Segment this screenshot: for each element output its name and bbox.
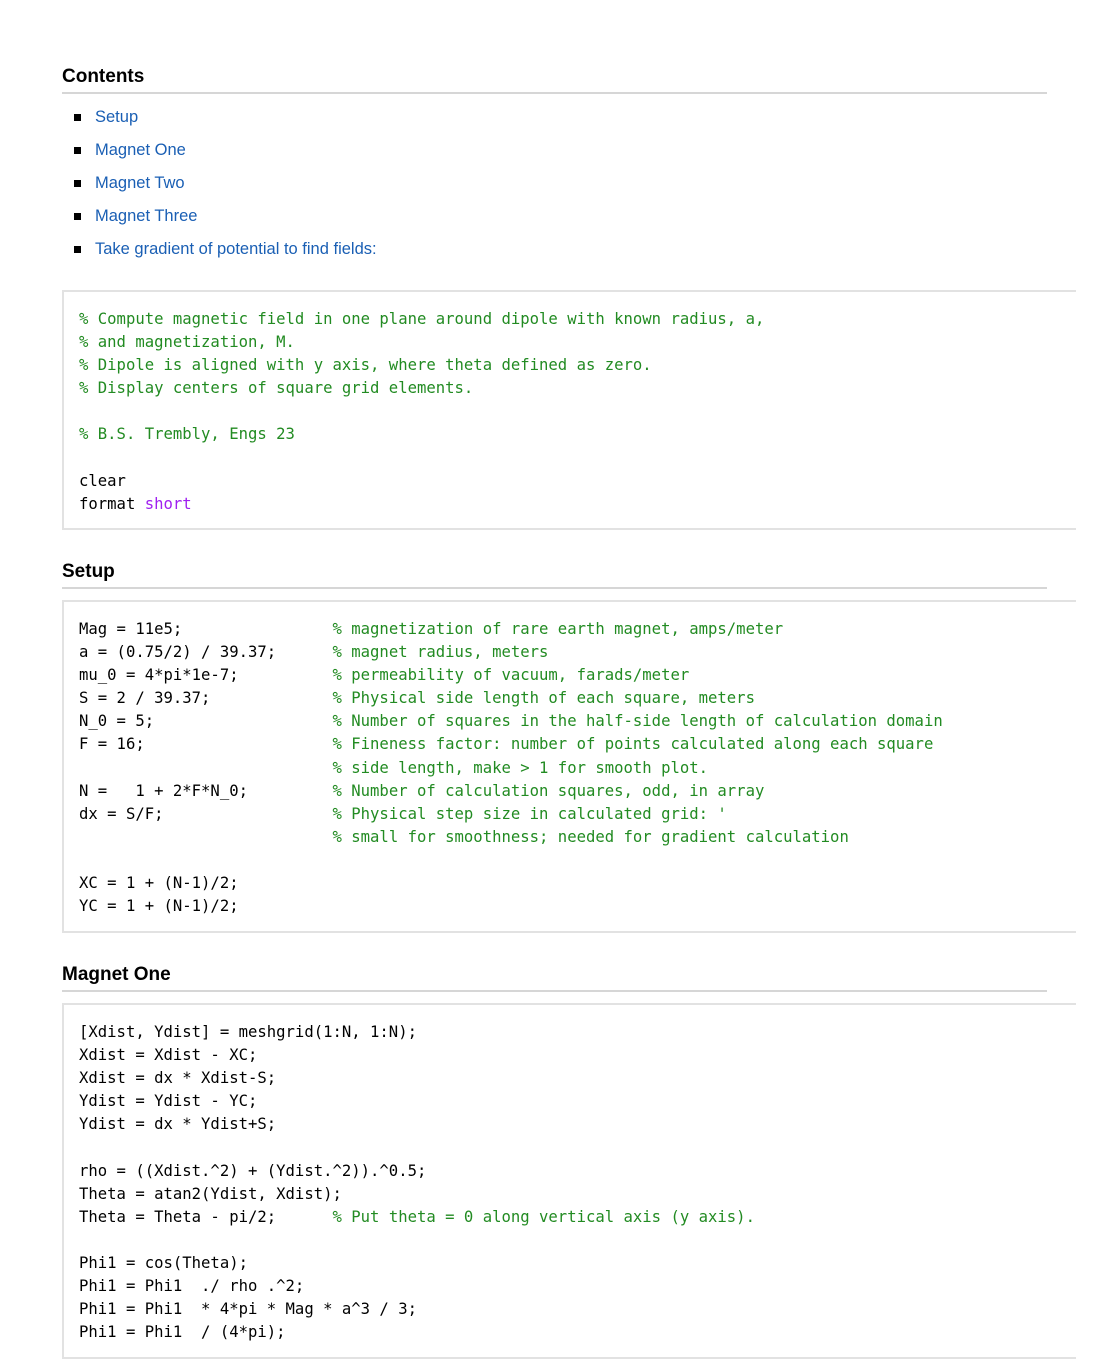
- bullet-icon: [74, 246, 81, 253]
- code-line: [79, 805, 727, 823]
- code-comment: % Display centers of square grid elements.: [79, 379, 474, 398]
- code-text: clear: [79, 471, 126, 490]
- code-line: [79, 1185, 342, 1203]
- code-line: [79, 1208, 755, 1226]
- toc-item: [62, 137, 377, 170]
- code-comment: % B.S. Trembly, Engs 23: [79, 425, 295, 444]
- code-line: [79, 495, 192, 513]
- toc-item: [62, 170, 377, 203]
- code-text: [Xdist, Ydist] = meshgrid(1:N, 1:N);: [79, 1023, 417, 1041]
- code-text: F = 16;: [79, 735, 333, 754]
- code-text: Phi1 = cos(Theta);: [79, 1253, 248, 1272]
- code-text: Phi1 = Phi1 ./ rho .^2;: [79, 1277, 305, 1296]
- code-line: [79, 712, 943, 730]
- bullet-icon: [74, 147, 81, 154]
- code-line: [79, 1046, 257, 1064]
- contents-heading: Contents: [62, 66, 1047, 94]
- toc-item: [62, 236, 377, 269]
- code-line: [79, 356, 652, 374]
- code-comment: % small for smoothness; needed for gradient calculation: [332, 827, 849, 846]
- code-text: [79, 828, 332, 846]
- code-listing: [79, 1021, 1076, 1344]
- code-comment: % permeability of vacuum, farads/meter: [332, 666, 690, 685]
- code-text: a = (0.75/2) / 39.37;: [79, 643, 333, 662]
- code-listing: [79, 308, 1076, 516]
- table-of-contents: [62, 104, 377, 269]
- code-listing: [79, 618, 1076, 918]
- code-line: [79, 735, 933, 753]
- bullet-icon: [74, 114, 81, 121]
- code-comment: % Number of calculation squares, odd, in array: [332, 781, 765, 800]
- code-comment: % Number of squares in the half-side length of calculation domain: [332, 712, 943, 731]
- code-line: [79, 1300, 417, 1318]
- toc-link-gradient[interactable]: Take gradient of potential to find fields:: [95, 240, 377, 258]
- bullet-icon: [74, 180, 81, 187]
- code-line: [79, 689, 755, 707]
- code-text: Mag = 11e5;: [79, 620, 333, 638]
- code-line: [79, 472, 126, 490]
- code-line: [79, 310, 764, 328]
- code-line: [79, 782, 764, 800]
- code-text: rho = ((Xdist.^2) + (Ydist.^2)).^0.5;: [79, 1161, 427, 1180]
- code-comment: % side length, make > 1 for smooth plot.: [332, 758, 709, 777]
- toc-link-magnet-two[interactable]: Magnet Two: [95, 174, 185, 192]
- code-line: [79, 1254, 248, 1272]
- code-text: Theta = atan2(Ydist, Xdist);: [79, 1184, 342, 1203]
- code-text: format: [79, 494, 145, 513]
- code-text: [79, 759, 332, 777]
- code-string: short: [144, 494, 192, 513]
- code-comment: % magnetization of rare earth magnet, amps/meter: [332, 620, 784, 638]
- intro-code-block: [62, 290, 1076, 530]
- code-comment: % Compute magnetic field in one plane around dipole with known radius, a,: [79, 310, 765, 328]
- code-line: [79, 1115, 276, 1133]
- code-text: Theta = Theta - pi/2;: [79, 1207, 333, 1226]
- toc-link-magnet-one[interactable]: Magnet One: [95, 141, 186, 159]
- toc-link-setup[interactable]: Setup: [95, 108, 139, 126]
- code-line: [79, 1277, 304, 1295]
- code-comment: % Dipole is aligned with y axis, where theta defined as zero.: [79, 356, 652, 375]
- code-comment: % Fineness factor: number of points calculated along each square: [332, 735, 934, 754]
- code-line: [79, 1023, 417, 1041]
- code-text: Xdist = dx * Xdist-S;: [79, 1069, 277, 1088]
- code-line: [79, 897, 239, 915]
- code-line: [79, 1323, 286, 1341]
- code-line: [79, 643, 548, 661]
- code-text: dx = S/F;: [79, 804, 333, 823]
- code-text: Phi1 = Phi1 / (4*pi);: [79, 1323, 286, 1342]
- setup-heading: Setup: [62, 561, 1047, 589]
- code-text: N = 1 + 2*F*N_0;: [79, 781, 333, 800]
- code-line: [79, 828, 849, 846]
- toc-item: [62, 203, 377, 236]
- code-line: [79, 1162, 426, 1180]
- code-line: [79, 333, 295, 351]
- code-text: Xdist = Xdist - XC;: [79, 1046, 258, 1065]
- code-text: YC = 1 + (N-1)/2;: [79, 897, 239, 916]
- code-comment: % Physical side length of each square, meters: [332, 689, 755, 708]
- code-line: [79, 425, 295, 443]
- code-line: [79, 1069, 276, 1087]
- bullet-icon: [74, 213, 81, 220]
- magnet-one-heading: Magnet One: [62, 964, 1047, 992]
- code-text: S = 2 / 39.37;: [79, 689, 333, 708]
- code-line: [79, 620, 783, 638]
- code-line: [79, 379, 473, 397]
- setup-code-block: [62, 600, 1076, 933]
- code-text: mu_0 = 4*pi*1e-7;: [79, 666, 333, 685]
- code-text: Ydist = Ydist - YC;: [79, 1092, 258, 1111]
- code-comment: % Put theta = 0 along vertical axis (y axis).: [332, 1207, 755, 1226]
- code-line: [79, 666, 689, 684]
- code-comment: % Physical step size in calculated grid: ': [332, 804, 727, 823]
- code-line: [79, 1092, 257, 1110]
- toc-link-magnet-three[interactable]: Magnet Three: [95, 207, 198, 225]
- code-text: Phi1 = Phi1 * 4*pi * Mag * a^3 / 3;: [79, 1300, 417, 1319]
- code-comment: % and magnetization, M.: [79, 333, 295, 352]
- code-line: [79, 759, 708, 777]
- code-text: N_0 = 5;: [79, 712, 333, 731]
- code-text: XC = 1 + (N-1)/2;: [79, 874, 239, 893]
- code-line: [79, 874, 239, 892]
- code-comment: % magnet radius, meters: [332, 643, 549, 662]
- toc-item: [62, 104, 377, 137]
- magnet-one-code-block: [62, 1003, 1076, 1359]
- code-text: Ydist = dx * Ydist+S;: [79, 1115, 277, 1134]
